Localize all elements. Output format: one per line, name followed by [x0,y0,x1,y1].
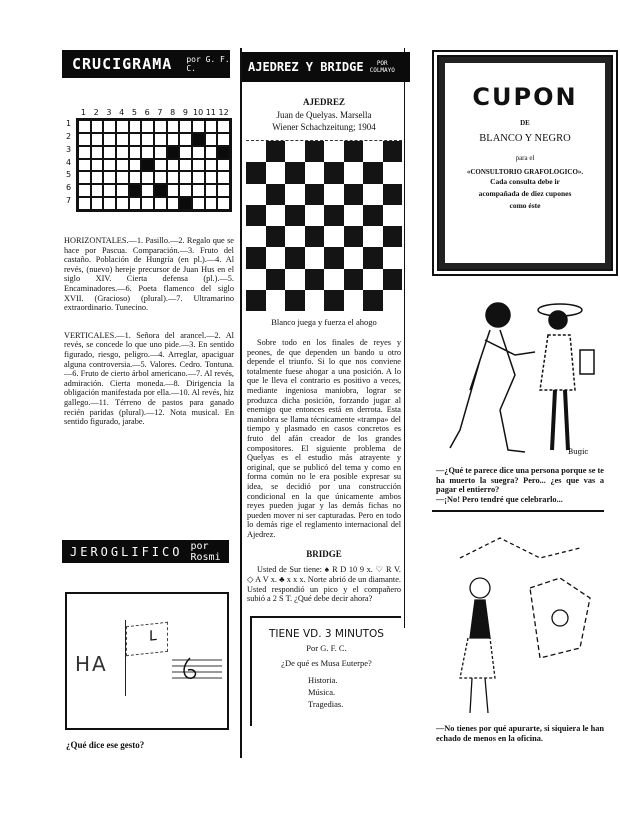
row-number: 4 [66,157,72,167]
crossword-cell [179,120,192,133]
cartoon-divider-bottom [432,510,604,512]
chess-square [266,141,286,162]
cartoon-1-caption: —¿Qué te parece dice una persona porque se te ha muerto la suegra? Pero... ¿es que vas a pagar el entierro? —¡No! Pero tendré que celebrarlo... [436,466,604,504]
cupon-consultorio: «CONSULTORIO GRAFOLOGICO». [466,168,584,176]
crossword-cell [167,120,180,133]
row-number: 6 [66,183,72,193]
crossword-black-cell [154,184,167,197]
crossword-cell [129,171,142,184]
tiene-minutos-box [250,616,401,726]
crossword-cell [192,197,205,210]
quiz-option: Tragedias. [308,698,344,709]
chess-square [285,290,305,311]
chess-square [363,269,383,290]
column-number: 2 [93,108,99,117]
crossword-cell [167,197,180,210]
chess-square [344,247,364,268]
ajedrez-article: Sobre todo en los finales de reyes y peones, de que dependen un bando u otro depende el triunfo. Si lo que nos conviene totalmente fuese ahogar a una posición. A lo que le lleva el contrario es positivo a veces, mediante ingeniosa maniobra, lograr se produzca dicha posición, forzando jugar al enemigo que entonces está en derrota. Esta maniobra se llama técnicamente «trampa» del tiempo y plasmado en casos concretos es fruto del afán creador de los grandes compositores. El siguiente problema de Quelyas es el estudio más atrayente y original, que se publicó del tema y como en forma común no le era posible expresar su idea, se decidió por una construcción condicional en la que únicamente ambos reyes pueden jugar y las demás fichas no pueden mover ni ser capturadas. Pero en todo lo demás rige el reglamento internacional del Ajedrez. [247,338,401,539]
crossword-cell [91,184,104,197]
chess-square [363,290,383,311]
crossword-cell [179,146,192,159]
tiene-minutos-author: Por G. F. C. [306,642,347,653]
crossword-cell [78,146,91,159]
chess-players: Juan de Quelyas. Marsella [276,110,372,120]
crucigrama-title: CRUCIGRAMA [72,55,173,73]
crossword-cell [154,146,167,159]
crossword-cell [91,133,104,146]
crossword-cell [217,184,230,197]
column-number: 4 [119,108,125,117]
crossword-cell [141,120,154,133]
crossword-black-cell [167,146,180,159]
crossword-cell [91,197,104,210]
chess-square [246,247,266,268]
chess-square [266,247,286,268]
cartoon-2-caption: —No tienes por qué apurarte, si siquiera le han echado de menos en la oficina. [436,724,604,743]
crossword-cell [103,171,116,184]
jeroglifico-question: ¿Qué dice ese gesto? [66,740,145,750]
cartoon-signature: Bugic [568,448,589,456]
chess-square [383,269,403,290]
puzzle-letters: HA [75,652,108,676]
cupon-instruction-line: Cada consulta debe ir [490,177,560,186]
chess-square [285,269,305,290]
middle-column-flow [247,338,401,726]
crossword-cell [154,159,167,172]
crossword-cell [167,159,180,172]
crossword-cell [167,184,180,197]
jeroglifico-header [62,540,229,563]
crossword-cell [103,197,116,210]
tiene-minutos-options [308,674,401,710]
crossword-cell [205,146,218,159]
row-number: 2 [66,131,72,141]
cupon-instructions [439,176,611,212]
crossword-cell [205,171,218,184]
crossword-cell [129,120,142,133]
chess-square [363,184,383,205]
crossword-black-cell [141,159,154,172]
chess-square [344,226,364,247]
cupon-instruction-line: acompañada de diez cupones [478,189,572,198]
crucigrama-header [62,50,230,78]
chess-square [363,247,383,268]
chess-square [305,141,325,162]
column-number: 6 [144,108,150,117]
crossword-cell [103,146,116,159]
cartoon-office-illustration [440,528,605,718]
crossword-cell [116,197,129,210]
crossword-cell [154,120,167,133]
jeroglifico-puzzle-box [65,592,229,730]
chess-square [363,141,383,162]
crucigrama-author: por G. F. C. [186,55,230,73]
chess-square [305,247,325,268]
column-divider-right [404,48,405,628]
crossword-cell [91,159,104,172]
crossword-black-cell [192,133,205,146]
crossword-cell [154,197,167,210]
cartoon-1-caption-block [436,466,604,512]
cupon-title: CUPON [472,83,578,111]
cartoon-divider-top [432,274,604,276]
chess-square [285,247,305,268]
ajedrez-bridge-title: AJEDREZ Y BRIDGE [248,60,364,74]
chess-square [266,205,286,226]
crossword-cell [78,159,91,172]
crossword-cell [192,184,205,197]
chess-square [305,162,325,183]
chess-square [266,269,286,290]
chess-square [383,141,403,162]
crossword-cell [91,146,104,159]
cupon-para: para el [515,154,535,162]
crossword-cell [192,171,205,184]
chess-square [324,162,344,183]
chess-square [363,226,383,247]
row-number: 1 [66,119,72,128]
tiene-minutos-title: TIENE VD. 3 MINUTOS [269,627,384,640]
quiz-option: Historia. [308,674,338,685]
crossword-cell [141,197,154,210]
chess-square [246,290,266,311]
crossword-cell [141,171,154,184]
chess-square [266,226,286,247]
chess-square [383,162,403,183]
crossword-cell [91,171,104,184]
crossword-black-cell [129,184,142,197]
column-divider-left [240,48,242,758]
chess-square [324,269,344,290]
crossword-cell [103,120,116,133]
crossword-cell [205,133,218,146]
crossword-cell [116,184,129,197]
chess-square [246,141,266,162]
crossword-black-cell [179,197,192,210]
crossword-cell [78,197,91,210]
crossword-cell [129,159,142,172]
header-author: COLMAYO [369,67,395,74]
crossword-row-numbers [66,119,74,209]
crossword-grid [76,118,232,212]
ajedrez-bridge-header [242,52,410,82]
chess-square [324,184,344,205]
chess-square [266,290,286,311]
chess-board [246,140,402,311]
crossword-cell [103,159,116,172]
chess-square [344,141,364,162]
chess-square [324,247,344,268]
chess-square [305,205,325,226]
chess-square [324,141,344,162]
crossword-cell [192,159,205,172]
crossword-cell [154,133,167,146]
verticales-clues: VERTICALES.—1. Señora del arancel.—2. Al revés, se concede lo que uno pide.—3. En sentido figurado, riesgo, peligro.—4. Arreglar, apaciguar alguna controversia.—5. Valores. Cedro. Tontuna.—6. Fruto de cierto árbol americano.—7. Al revés, admiración. Cierta moneda.—8. Dirigencia la obligación manifestada por ella.—10. Al revés, hiz gallego.—11. Térreno de pastos para ganado recién paridas (plural).—12. Nota musical. En sentido figurado, jarabe. [64,330,234,427]
chess-square [285,226,305,247]
chess-square [383,247,403,268]
tiene-minutos-question: ¿De qué es Musa Euterpe? [281,657,372,668]
ajedrez-title: AJEDREZ [302,97,345,107]
chess-square [305,290,325,311]
crossword-cell [192,146,205,159]
jeroglifico-author: por Rosmi [190,540,221,563]
crossword-cell [91,120,104,133]
column-number: 3 [106,108,112,117]
chess-square [305,184,325,205]
crossword-clues [64,236,234,427]
flag-letter: L [149,627,157,645]
crossword-cell [179,184,192,197]
crossword-cell [141,184,154,197]
crossword-cell [141,133,154,146]
crossword-cell [179,159,192,172]
crossword-cell [217,120,230,133]
chess-square [344,205,364,226]
column-number: 8 [170,108,176,117]
column-number: 12 [218,108,229,117]
crossword-cell [192,120,205,133]
crossword-cell [116,146,129,159]
chess-board-caption: Blanco juega y fuerza el ahogo [271,317,377,327]
header-author-prefix: POR [376,60,388,67]
crossword-cell [116,171,129,184]
musical-staff-icon [172,656,222,686]
cartoon-couple-illustration [440,280,605,460]
chess-square [266,184,286,205]
chess-square [285,184,305,205]
crossword-cell [217,197,230,210]
cupon-de: DE [520,119,530,127]
crossword-cell [179,133,192,146]
chess-square [344,290,364,311]
column-number: 11 [205,108,216,117]
crossword-cell [167,171,180,184]
chess-square [246,205,266,226]
chess-square [285,205,305,226]
crossword-cell [217,159,230,172]
bridge-title: BRIDGE [306,549,342,560]
quiz-option: Música. [308,686,336,697]
column-number: 7 [157,108,163,117]
crossword-cell [167,133,180,146]
chess-square [383,290,403,311]
chess-square [266,162,286,183]
crossword-cell [217,171,230,184]
chess-square [285,162,305,183]
chess-square [305,269,325,290]
chess-square [285,141,305,162]
column-number: 9 [182,108,188,117]
crossword-cell [141,146,154,159]
jeroglifico-title: JEROGLIFICO [70,544,183,559]
crossword-cell [78,133,91,146]
chess-square [246,162,266,183]
crossword-cell [205,184,218,197]
row-number: 7 [66,196,72,206]
crossword-cell [154,171,167,184]
crossword-cell [78,184,91,197]
chess-square [383,184,403,205]
crossword-cell [78,120,91,133]
flag [126,622,168,656]
crossword-cell [129,146,142,159]
crossword-cell [217,133,230,146]
crossword-cell [103,184,116,197]
cupon-frame [432,50,618,276]
chess-square [246,184,266,205]
row-number: 5 [66,170,72,180]
chess-square [344,184,364,205]
chess-square [246,269,266,290]
crossword-cell [129,133,142,146]
crossword-cell [205,197,218,210]
row-number: 3 [66,144,72,154]
chess-square [344,162,364,183]
chess-square [363,205,383,226]
cupon-instruction-line: como éste [509,201,541,210]
crossword-cell [129,197,142,210]
column-number: 1 [80,108,86,117]
chess-square [324,205,344,226]
chess-square [344,269,364,290]
chess-square [324,226,344,247]
crossword-cell [116,120,129,133]
crossword-cell [205,120,218,133]
crossword-cell [116,159,129,172]
chess-square [383,205,403,226]
crossword-cell [103,133,116,146]
chess-square [324,290,344,311]
column-number: 10 [193,108,204,117]
chess-square [363,162,383,183]
chess-square [305,226,325,247]
cupon-publication: BLANCO Y NEGRO [479,133,571,144]
chess-square [383,226,403,247]
chess-event: Wiener Schachzeitung; 1904 [272,122,376,132]
crossword-cell [78,171,91,184]
bridge-problem: Usted de Sur tiene: ♠ R D 10 9 x. ♡ R V. ◇ A V x. ♣ x x x. Norte abrió de un diamante. Usted respondió un pico y el compañero subió a 2 S T. ¿Qué debe decir ahora? [247,565,401,604]
column-number: 5 [131,108,137,117]
crossword-cell [116,133,129,146]
crossword-column-numbers [77,108,230,118]
crossword-cell [205,159,218,172]
chess-square [246,226,266,247]
horizontales-clues: HORIZONTALES.—1. Pasillo.—2. Regalo que se hace por Pascua. Comparación.—3. Fruto del castaño. Población de Hungría (en pl.).—4. Al revés, (nuevo) hereje precursor de Juan Hus en el siglo XIV. Cierta defensa (pl.).—5. Encaminadores.—6. Poeta flamenco del siglo XVII. (Gracioso) (plural).—7. Ultramarino extraordinario. Tunecino. [64,236,234,313]
crossword-black-cell [217,146,230,159]
crossword-cell [179,171,192,184]
